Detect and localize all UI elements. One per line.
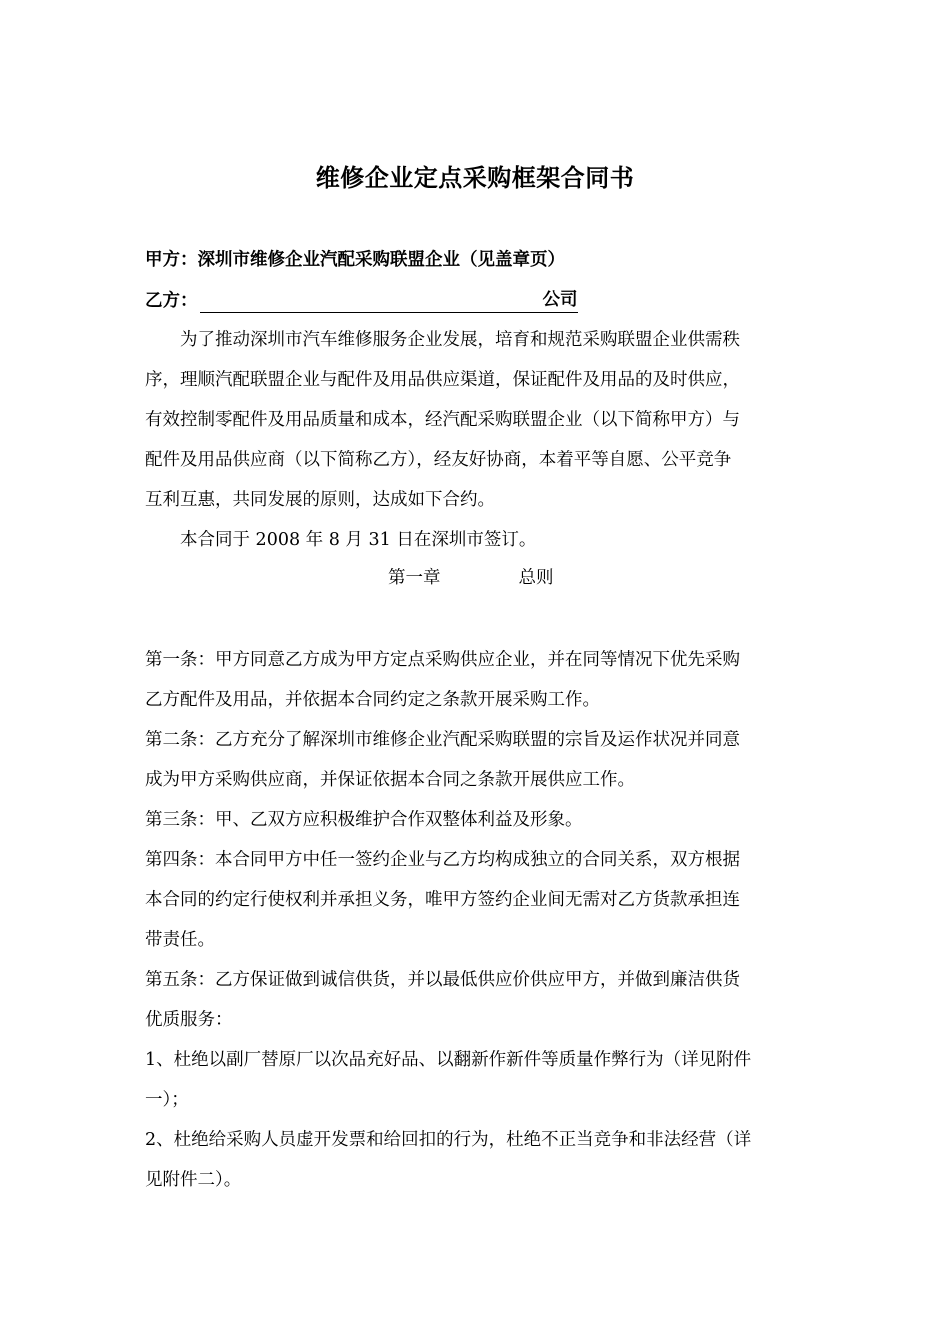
article-line-8: 带责任。 (145, 930, 215, 950)
article-line-1: 第一条：甲方同意乙方成为甲方定点采购供应企业，并在同等情况下优先采购 (145, 650, 740, 670)
article-line-14: 见附件二）。 (145, 1170, 242, 1190)
article-line-7: 本合同的约定行使权利并承担义务，唯甲方签约企业间无需对乙方货款承担连 (145, 890, 740, 910)
article-line-5: 第三条：甲、乙双方应积极维护合作双整体利益及形象。 (145, 810, 583, 830)
article-line-4: 成为甲方采购供应商，并保证依据本合同之条款开展供应工作。 (145, 770, 635, 790)
preamble-line-1: 为了推动深圳市汽车维修服务企业发展，培育和规范采购联盟企业供需秩 (180, 330, 740, 350)
party-b-blank-field (200, 292, 543, 313)
preamble-line-2: 序，理顺汽配联盟企业与配件及用品供应渠道，保证配件及用品的及时供应， (145, 370, 740, 390)
party-b-suffix: 公司 (543, 288, 578, 313)
article-line-9: 第五条：乙方保证做到诚信供货，并以最低供应价供应甲方，并做到廉洁供货 (145, 970, 740, 990)
article-line-13: 2、杜绝给采购人员虚开发票和给回扣的行为，杜绝不正当竞争和非法经营（详 (145, 1130, 752, 1150)
article-line-10: 优质服务： (145, 1010, 233, 1030)
chapter-title: 总则 (518, 568, 554, 588)
chapter-number: 第一章 (388, 568, 441, 588)
article-line-3: 第二条：乙方充分了解深圳市维修企业汽配采购联盟的宗旨及运作状况并同意 (145, 730, 740, 750)
preamble-line-5: 互利互惠，共同发展的原则，达成如下合约。 (145, 490, 495, 510)
chapter-heading (388, 566, 554, 590)
preamble-line-3: 有效控制零配件及用品质量和成本，经汽配采购联盟企业（以下简称甲方）与 (145, 410, 740, 430)
signing-statement: 本合同于 2008 年 8 月 31 日在深圳市签订。 (180, 530, 537, 550)
party-a-line: 甲方：深圳市维修企业汽配采购联盟企业（见盖章页） (145, 250, 565, 270)
party-b-line (145, 288, 810, 313)
article-line-2: 乙方配件及用品，并依据本合同约定之条款开展采购工作。 (145, 690, 600, 710)
party-b-label: 乙方： (145, 291, 198, 311)
document-title: 维修企业定点采购框架合同书 (315, 164, 635, 192)
preamble-line-4: 配件及用品供应商（以下简称乙方），经友好协商，本着平等自愿、公平竞争 (145, 450, 732, 470)
article-line-6: 第四条：本合同甲方中任一签约企业与乙方均构成独立的合同关系，双方根据 (145, 850, 740, 870)
article-line-11: 1、杜绝以副厂替原厂以次品充好品、以翻新作新件等质量作弊行为（详见附件 (145, 1050, 752, 1070)
article-line-12: 一）； (145, 1090, 189, 1110)
